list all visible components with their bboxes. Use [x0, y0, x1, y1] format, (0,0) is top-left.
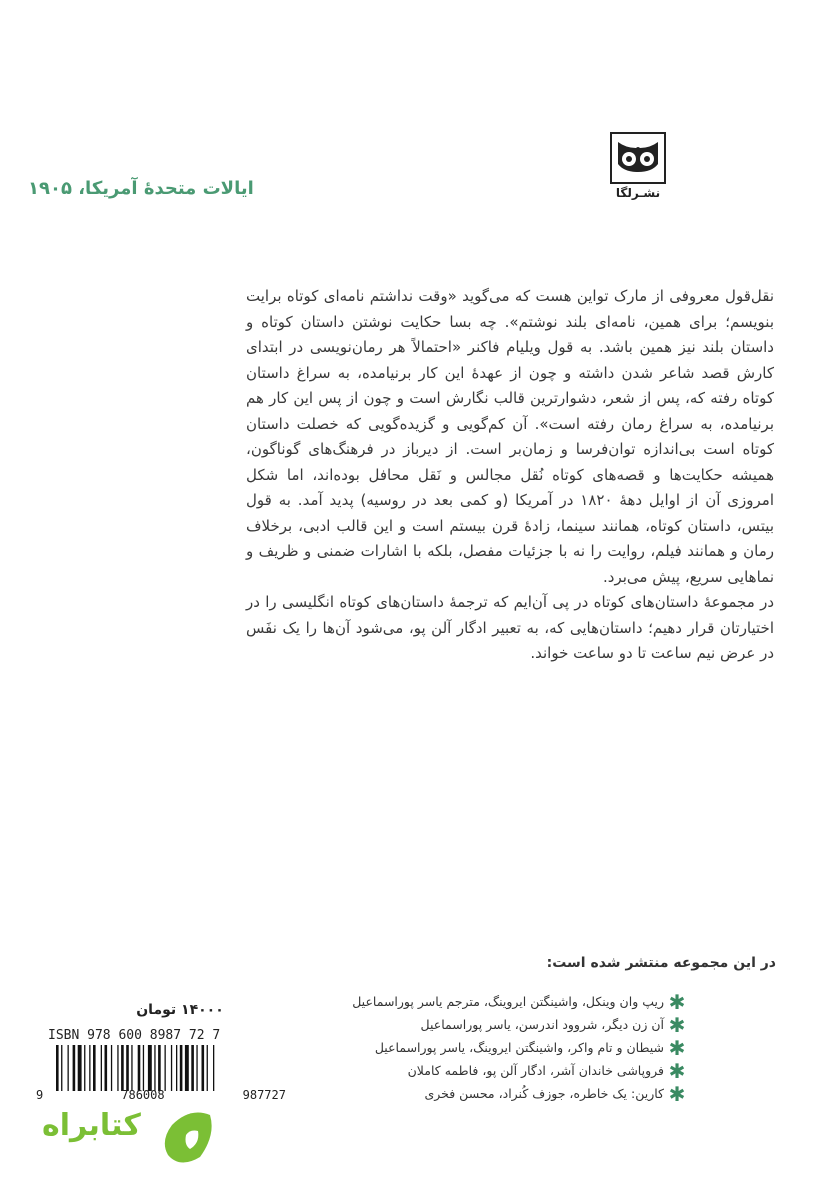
list-item-text: شیطان و تام واکر، واشینگتن ایروینگ، یاسر پوراسماعیل [374, 1040, 664, 1055]
back-cover-blurb [246, 284, 774, 667]
list-item-text: فروپاشی خاندان آشر، ادگار آلن پو، فاطمه کاملان [407, 1063, 664, 1078]
asterisk-icon: ✱ [668, 1081, 686, 1106]
barcode-digit-group: 9 [36, 1088, 44, 1102]
list-item [300, 990, 690, 1013]
owl-logo-icon [610, 132, 666, 184]
series-list-intro: در این مجموعه منتشر شده است: [546, 955, 776, 971]
list-item [300, 1059, 690, 1082]
blurb-paragraph-2: در مجموعهٔ داستان‌های کوتاه در پی آن‌ایم که ترجمهٔ داستان‌های کوتاه انگلیسی را در اختیارتان قرار دهیم؛ داستان‌هایی که، به تعبیر ادگار آلن پو، می‌شود آن‌ها را یک نفَس در عرض نیم ساعت تا دو ساعت خواند. [246, 593, 774, 662]
publisher-name: نشـر‌لگا [615, 186, 661, 200]
watermark-text: کتابراه [42, 1108, 141, 1143]
asterisk-icon: ✱ [668, 1058, 686, 1083]
asterisk-icon: ✱ [668, 989, 686, 1014]
blurb-paragraph-1: نقل‌قول معروفی از مارک تواین هست که می‌گوید «وقت نداشتم نامه‌ای کوتاه برایت بنویسم؛ برای همین، نامه‌ای بلند نوشتم». چه بسا حکایت نوشتن داستان کوتاه و داستان بلند نیز همین باشد. به قول ویلیام فاکنر «احتمالاً هر رمان‌نویسی در ابتدای کارش قصد شاعر شدن داشته و چون از عهدهٔ این کار برنیامده، به سراغ داستان کوتاه رفته که، پس از شعر، دشوارترین قالب نگارش است و چون از پس این کار هم برنیامده، به سراغ رمان رفته است». آن کم‌گویی و گزیده‌گویی که خصلت داستان کوتاه است بی‌اندازه توان‌فرسا و زمان‌بر است. از دیرباز در فرهنگ‌های گوناگون، همیشه حکایت‌ها و قصه‌های کوتاه نُقل مجالس و نَقل محافل بوده‌اند، اما شکل امروزی آن از اوایل دههٔ ۱۸۲۰ در آمریکا (و کمی بعد در روسیه) پدید آمد. به قول بیتس، داستان کوتاه، همانند سینما، زادهٔ قرن بیستم است و این قالب ادبی، برخلاف رمان و همانند فیلم، روایت را نه با جزئیات مفصل، بلکه با اشارات ضمنی و ظریف و نماهایی سریع، پیش می‌برد. [246, 287, 775, 586]
price-label: ۱۴۰۰۰ تومان [136, 1002, 224, 1018]
list-item [300, 1013, 690, 1036]
barcode-digit-group: 786008 [121, 1088, 165, 1102]
list-item-text: کارین: یک خاطره، جوزف کُنراد، محسن فخری [424, 1086, 664, 1101]
asterisk-icon: ✱ [668, 1012, 686, 1037]
list-item-text: ریپ وان وینکل، واشینگتن ایروینگ، مترجم یاسر پوراسماعیل [352, 994, 664, 1009]
isbn-label: ISBN 978 600 8987 72 7 [48, 1028, 221, 1043]
list-item [300, 1036, 690, 1059]
list-item-text: آن زن دیگر، شروود اندرسن، یاسر پوراسماعیل [420, 1017, 664, 1032]
series-list [300, 990, 690, 1105]
location-date-heading: ایالات متحدهٔ آمریکا، ۱۹۰۵ [28, 178, 254, 199]
list-item [300, 1082, 690, 1105]
asterisk-icon: ✱ [668, 1035, 686, 1060]
publisher-logo [610, 132, 666, 204]
barcode-digit-group: 987727 [242, 1088, 286, 1102]
